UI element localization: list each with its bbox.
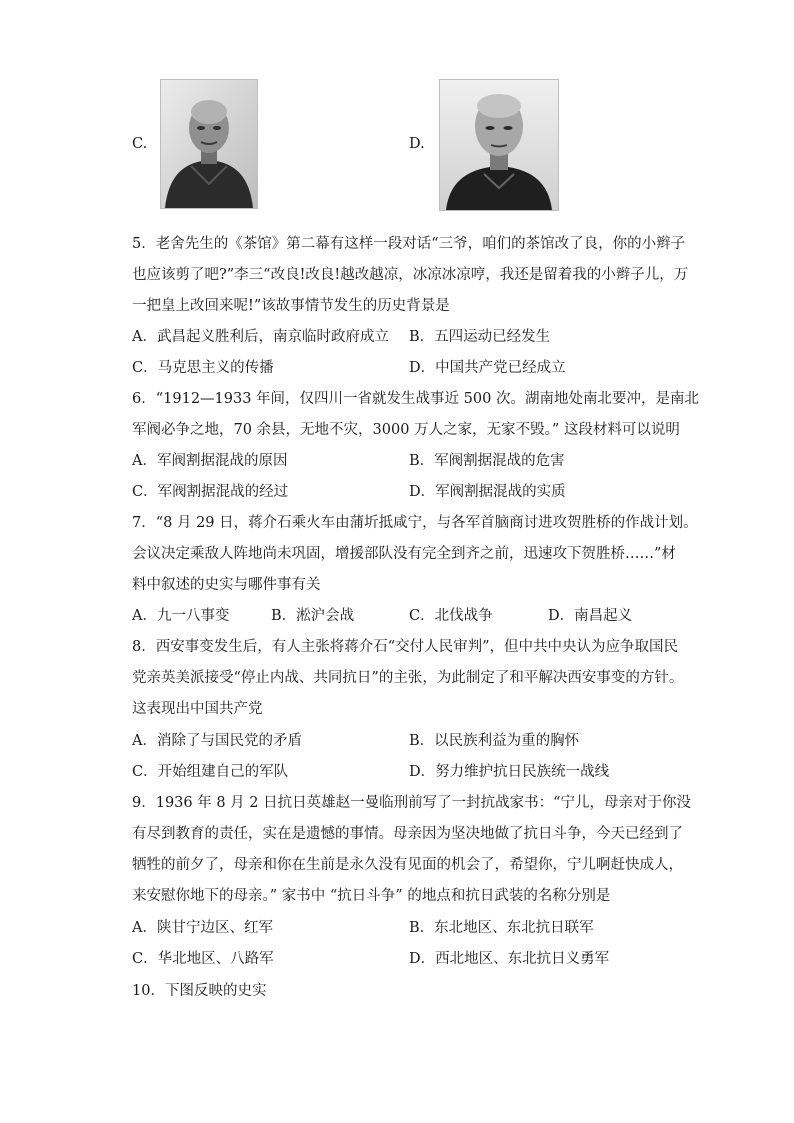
q5-stem-line-3: 一把皇上改回来呢!”该故事情节发生的历史背景是 xyxy=(132,298,450,314)
q8-option-b[interactable]: B．以民族利益为重的胸怀 xyxy=(409,733,580,749)
portrait-c-image xyxy=(161,80,257,208)
q9-stem-line-1: 9．1936 年 8 月 2 日抗日英雄赵一曼临刑前写了一封抗战家书：“宁儿，母亲对于你没 xyxy=(132,795,692,811)
portrait-d-image xyxy=(440,80,558,210)
q9-stem-line-2: 有尽到教育的责任，实在是遗憾的事情。母亲因为坚决地做了抗日斗争，今天已经到了 xyxy=(132,826,683,842)
q8-option-a[interactable]: A．消除了与国民党的矛盾 xyxy=(132,733,302,749)
q7-option-b[interactable]: B．淞沪会战 xyxy=(271,608,355,624)
q7-option-a[interactable]: A．九一八事变 xyxy=(132,608,230,624)
q8-option-c[interactable]: C．开始组建自己的军队 xyxy=(132,764,289,780)
q9-stem-line-3: 牺牲的前夕了，母亲和你在生前是永久没有见面的机会了，希望你，宁儿啊赶快成人， xyxy=(132,857,683,873)
q7-option-d[interactable]: D．南昌起义 xyxy=(548,608,633,624)
q8-stem-line-2: 党亲英美派接受“停止内战、共同抗日”的主张，为此制定了和平解决西安事变的方针。 xyxy=(132,670,684,686)
q8-option-d[interactable]: D．努力维护抗日民族统一战线 xyxy=(409,764,610,780)
q8-stem-line-3: 这表现出中国共产党 xyxy=(132,701,263,717)
q5-option-d[interactable]: D．中国共产党已经成立 xyxy=(409,360,566,376)
q10-stem-line-1: 10．下图反映的史实 xyxy=(132,983,267,999)
portrait-photo-d xyxy=(439,79,559,211)
portrait-photo-c xyxy=(160,79,258,209)
q9-option-b[interactable]: B．东北地区、东北抗日联军 xyxy=(409,920,594,936)
option-d-label: D. xyxy=(409,136,425,152)
q6-stem-line-2: 军阀必争之地，70 余县，无地不灾，3000 万人之家，无家不毁。” 这段材料可以说明 xyxy=(132,422,680,438)
q6-option-b[interactable]: B．军阀割据混战的危害 xyxy=(409,453,565,469)
q9-stem-line-4: 来安慰你地下的母亲。” 家书中 “抗日斗争” 的地点和抗日武装的名称分别是 xyxy=(132,888,611,904)
q7-stem-line-1: 7．“8 月 29 日，蒋介石乘火车由蒲圻抵咸宁，与各军首脑商讨进攻贺胜桥的作战计划。 xyxy=(132,515,698,531)
option-c-label: C. xyxy=(132,136,148,152)
q5-stem-line-1: 5．老舍先生的《茶馆》第二幕有这样一段对话“三爷，咱们的茶馆改了良，你的小辫子 xyxy=(132,236,686,252)
q9-option-c[interactable]: C．华北地区、八路军 xyxy=(132,951,274,967)
q6-option-a[interactable]: A．军阀割据混战的原因 xyxy=(132,453,288,469)
q8-stem-line-1: 8．西安事变发生后，有人主张将蒋介石“交付人民审判”，但中共中央认为应争取国民 xyxy=(132,639,679,655)
q9-option-a[interactable]: A．陕甘宁边区、红军 xyxy=(132,920,273,936)
q7-option-c[interactable]: C．北伐战争 xyxy=(409,608,493,624)
q5-option-b[interactable]: B．五四运动已经发生 xyxy=(409,329,551,345)
q6-option-c[interactable]: C．军阀割据混战的经过 xyxy=(132,484,289,500)
q6-stem-line-1: 6．“1912—1933 年间，仅四川一省就发生战事近 500 次。湖南地处南北要冲，是南北 xyxy=(132,391,699,407)
q7-stem-line-3: 料中叙述的史实与哪件事有关 xyxy=(132,577,321,593)
q9-option-d[interactable]: D．西北地区、东北抗日义勇军 xyxy=(409,951,610,967)
q5-option-a[interactable]: A．武昌起义胜利后，南京临时政府成立 xyxy=(132,329,389,345)
q5-stem-line-2: 也应该剪了吧?”李三“改良!改良!越改越凉，冰凉冰凉哼，我还是留着我的小辫子儿，万 xyxy=(132,267,689,283)
q5-option-c[interactable]: C．马克思主义的传播 xyxy=(132,360,274,376)
q6-option-d[interactable]: D．军阀割据混战的实质 xyxy=(409,484,566,500)
q7-stem-line-2: 会议决定乘敌人阵地尚未巩固，增援部队没有完全到齐之前，迅速攻下贺胜桥……”材 xyxy=(132,546,676,562)
